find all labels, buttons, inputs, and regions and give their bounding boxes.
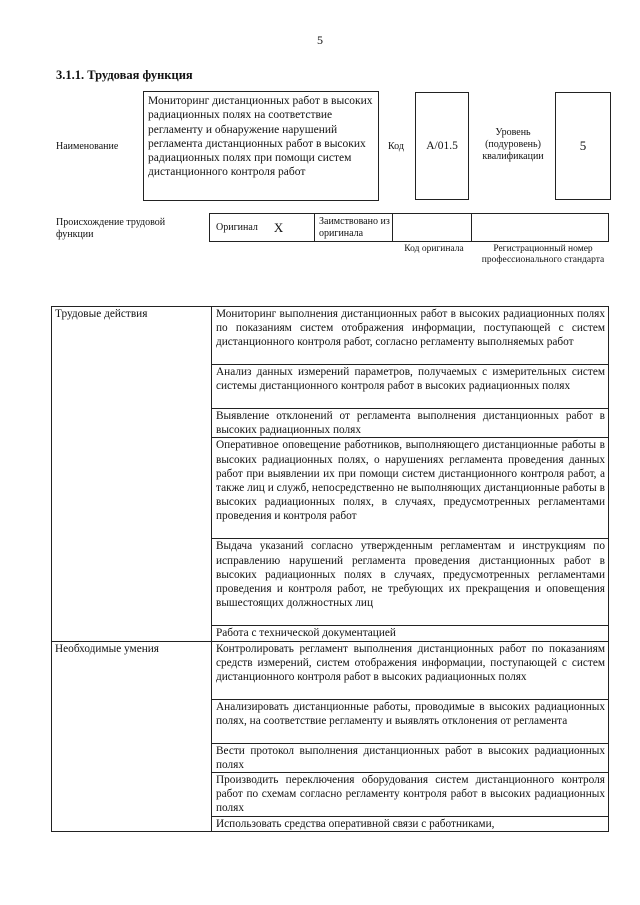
table-row [52,641,609,699]
row-text: Работа с технической документацией [212,626,609,641]
row-text: Анализировать дистанционные работы, проводимые в высоких радиационных полях, на соответствие регламенту и выявлять отклонения от регламента [212,699,609,743]
reg-caption: Регистрационный номер профессионального стандарта [481,244,605,265]
code-label: Код [388,141,404,152]
group-label-actions: Трудовые действия [52,307,212,642]
row-text: Использовать средства оперативной связи с работниками, [212,817,609,832]
row-text: Производить переключения оборудования систем дистанционного контроля работ по схемам согласно регламенту контроля работ в высоких радиационных полях [212,773,609,817]
table-row [52,307,609,365]
row-text: Мониторинг выполнения дистанционных работ в высоких радиационных полях по показаниям систем отображения информации, поступающей с систем дистанционного контроля работ, согласно регламенту выполняемых работ [212,307,609,365]
row-text: Выявление отклонений от регламента выполнения дистанционных работ в высоких радиационных полях [212,409,609,438]
origin-row [210,213,610,242]
function-table [51,306,609,832]
code-value: A/01.5 [415,92,469,200]
borrowed-label: Заимствовано из оригинала [314,213,393,242]
origin-label: Происхождение трудовой функции [56,217,166,240]
section-title: 3.1.1. Трудовая функция [56,68,193,82]
original-cell [209,213,315,242]
origin-code-cell [392,213,472,242]
row-text: Анализ данных измерений параметров, получаемых с измерительных систем системы дистанционного контроля работ в высоких радиационных полях [212,365,609,409]
level-label: Уровень (подуровень) квалификации [482,127,544,162]
page-number: 5 [317,33,323,47]
name-value: Мониторинг дистанционных работ в высоких радиационных полях на соответствие регламенту и обнаружение нарушений регламента дистанционных работ в высоких радиационных полях при помощи систем дистанционного контроля работ [143,91,379,201]
row-text: Выдача указаний согласно утвержденным регламентам и инструкциям по исправлению нарушений регламента проведения дистанционных работ в высоких радиационных полях в случаях, предусмотренных регламентами проведения и контроля работ, не требующих их прекращения и оповещения вышестоящих должностных лиц [212,539,609,626]
group-label-skills: Необходимые умения [52,641,212,832]
level-value: 5 [555,92,611,200]
row-text: Контролировать регламент выполнения дистанционных работ по показаниям средств измерений, систем отображения информации, поступающей с систем дистанционного контроля работ в высоких радиационных полях [212,641,609,699]
original-label: Оригинал [216,221,258,233]
row-text: Вести протокол выполнения дистанционных работ в высоких радиационных полях [212,743,609,772]
code-caption: Код оригинала [404,244,464,254]
name-label: Наименование [56,141,119,152]
original-mark: X [273,219,284,235]
row-text: Оперативное оповещение работников, выполняющего дистанционные работы в высоких радиационных полях, о нарушениях регламента проведения данных работ при выявлении их при помощи систем дистанционного контроля работ, а также лиц и служб, непосредственно не выполняющих дистанционные работы в высоких радиационных полях, в случаях, предусмотренных регламентами проведения и контроля работ [212,438,609,539]
origin-reg-cell [471,213,609,242]
